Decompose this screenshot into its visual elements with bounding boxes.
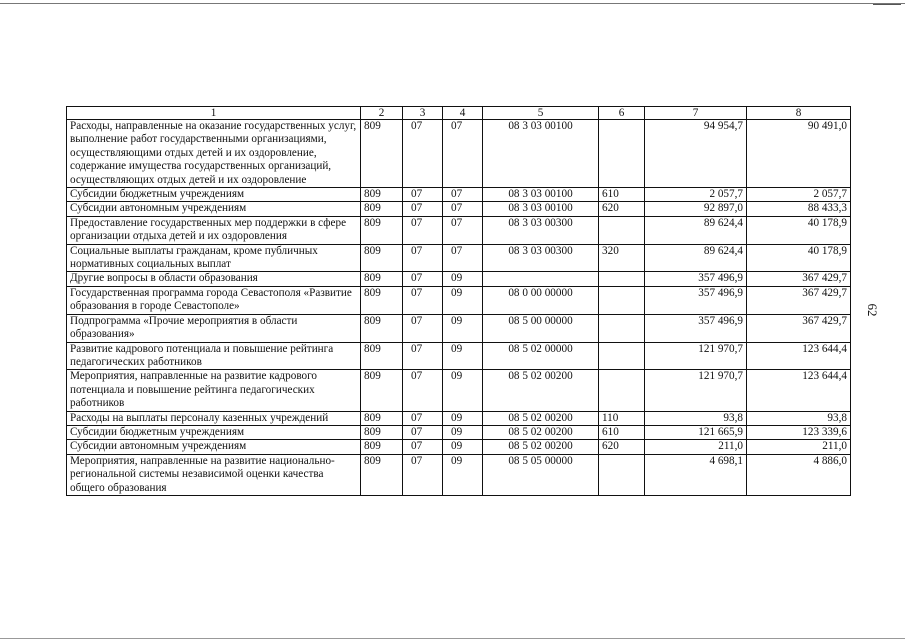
row-grbs-cell: 809 — [361, 370, 403, 411]
table-row — [67, 454, 851, 495]
row-subsection-cell: 07 — [443, 188, 483, 202]
row-expense-type-cell — [599, 120, 645, 188]
row-subsection-cell: 09 — [443, 314, 483, 342]
row-grbs-cell: 809 — [361, 454, 403, 495]
row-amount-1-cell: 2 057,7 — [645, 188, 747, 202]
table-row — [67, 216, 851, 244]
row-expense-type-cell — [599, 216, 645, 244]
row-amount-1-cell: 357 496,9 — [645, 314, 747, 342]
row-subsection-cell: 09 — [443, 286, 483, 314]
column-header: 3 — [403, 107, 443, 120]
row-target-article-cell: 08 5 02 00200 — [483, 425, 599, 439]
row-target-article-cell: 08 3 03 00300 — [483, 216, 599, 244]
row-expense-type-cell: 320 — [599, 244, 645, 272]
row-amount-1-cell: 121 970,7 — [645, 342, 747, 370]
row-subsection-cell: 09 — [443, 272, 483, 286]
row-name-cell: Субсидии автономным учреждениям — [67, 440, 361, 454]
row-subsection-cell: 09 — [443, 342, 483, 370]
column-header: 4 — [443, 107, 483, 120]
row-name-cell: Государственная программа города Севастополя «Развитие образования в городе Севастополе» — [67, 286, 361, 314]
row-amount-2-cell: 367 429,7 — [747, 286, 851, 314]
row-section-cell: 07 — [403, 314, 443, 342]
row-amount-2-cell: 2 057,7 — [747, 188, 851, 202]
row-amount-2-cell: 367 429,7 — [747, 314, 851, 342]
row-grbs-cell: 809 — [361, 202, 403, 216]
row-amount-1-cell: 89 624,4 — [645, 244, 747, 272]
column-header: 1 — [67, 107, 361, 120]
row-section-cell: 07 — [403, 272, 443, 286]
row-name-cell: Социальные выплаты гражданам, кроме публичных нормативных социальных выплат — [67, 244, 361, 272]
row-name-cell: Подпрограмма «Прочие мероприятия в области образования» — [67, 314, 361, 342]
row-grbs-cell: 809 — [361, 425, 403, 439]
row-grbs-cell: 809 — [361, 314, 403, 342]
row-target-article-cell: 08 3 03 00100 — [483, 202, 599, 216]
row-name-cell: Субсидии бюджетным учреждениям — [67, 425, 361, 439]
row-subsection-cell: 07 — [443, 120, 483, 188]
row-amount-2-cell: 211,0 — [747, 440, 851, 454]
column-header: 7 — [645, 107, 747, 120]
row-amount-2-cell: 123 644,4 — [747, 342, 851, 370]
row-section-cell: 07 — [403, 425, 443, 439]
row-target-article-cell: 08 5 02 00200 — [483, 440, 599, 454]
row-subsection-cell: 07 — [443, 216, 483, 244]
row-target-article-cell: 08 3 03 00300 — [483, 244, 599, 272]
row-amount-1-cell: 357 496,9 — [645, 286, 747, 314]
row-amount-2-cell: 123 339,6 — [747, 425, 851, 439]
row-section-cell: 07 — [403, 342, 443, 370]
row-grbs-cell: 809 — [361, 286, 403, 314]
row-amount-2-cell: 123 644,4 — [747, 370, 851, 411]
row-expense-type-cell: 110 — [599, 411, 645, 425]
row-target-article-cell: 08 5 02 00200 — [483, 370, 599, 411]
row-section-cell: 07 — [403, 244, 443, 272]
row-section-cell: 07 — [403, 454, 443, 495]
row-subsection-cell: 09 — [443, 411, 483, 425]
row-expense-type-cell: 610 — [599, 425, 645, 439]
row-expense-type-cell — [599, 454, 645, 495]
row-subsection-cell: 09 — [443, 425, 483, 439]
row-name-cell: Предоставление государственных мер поддержки в сфере организации отдыха детей и их оздоровления — [67, 216, 361, 244]
row-target-article-cell: 08 5 05 00000 — [483, 454, 599, 495]
row-name-cell: Развитие кадрового потенциала и повышение рейтинга педагогических работников — [67, 342, 361, 370]
row-amount-2-cell: 40 178,9 — [747, 216, 851, 244]
table-row — [67, 440, 851, 454]
row-name-cell: Расходы на выплаты персоналу казенных учреждений — [67, 411, 361, 425]
row-name-cell: Другие вопросы в области образования — [67, 272, 361, 286]
row-expense-type-cell — [599, 342, 645, 370]
row-amount-1-cell: 94 954,7 — [645, 120, 747, 188]
row-expense-type-cell: 620 — [599, 202, 645, 216]
table-row — [67, 342, 851, 370]
table-row — [67, 425, 851, 439]
scan-top-edge — [0, 3, 905, 4]
row-amount-2-cell: 367 429,7 — [747, 272, 851, 286]
table-header-row — [67, 107, 851, 120]
table-row — [67, 188, 851, 202]
row-grbs-cell: 809 — [361, 342, 403, 370]
table-row — [67, 370, 851, 411]
row-section-cell: 07 — [403, 188, 443, 202]
row-name-cell: Расходы, направленные на оказание государственных услуг, выполнение работ государственными организациями, осуществляющими отдых детей и их оздоровление, содержание имущества государственных организаций, осуществляющих отдых детей и их оздоровление — [67, 120, 361, 188]
column-header: 8 — [747, 107, 851, 120]
row-name-cell: Субсидии бюджетным учреждениям — [67, 188, 361, 202]
table-row — [67, 314, 851, 342]
row-amount-1-cell: 89 624,4 — [645, 216, 747, 244]
scan-top-right-mark — [873, 4, 901, 5]
row-target-article-cell: 08 5 02 00000 — [483, 342, 599, 370]
row-subsection-cell: 09 — [443, 370, 483, 411]
row-subsection-cell: 07 — [443, 202, 483, 216]
row-target-article-cell: 08 0 00 00000 — [483, 286, 599, 314]
row-amount-1-cell: 93,8 — [645, 411, 747, 425]
row-amount-2-cell: 93,8 — [747, 411, 851, 425]
row-amount-1-cell: 121 665,9 — [645, 425, 747, 439]
row-grbs-cell: 809 — [361, 188, 403, 202]
row-expense-type-cell — [599, 370, 645, 411]
row-expense-type-cell: 610 — [599, 188, 645, 202]
row-subsection-cell: 09 — [443, 440, 483, 454]
row-subsection-cell: 09 — [443, 454, 483, 495]
row-section-cell: 07 — [403, 440, 443, 454]
column-header: 2 — [361, 107, 403, 120]
scan-bottom-edge — [0, 638, 905, 639]
row-amount-1-cell: 211,0 — [645, 440, 747, 454]
row-amount-2-cell: 88 433,3 — [747, 202, 851, 216]
row-expense-type-cell — [599, 314, 645, 342]
column-header: 5 — [483, 107, 599, 120]
row-section-cell: 07 — [403, 286, 443, 314]
table-row — [67, 120, 851, 188]
row-amount-2-cell: 90 491,0 — [747, 120, 851, 188]
table-row — [67, 244, 851, 272]
row-subsection-cell: 07 — [443, 244, 483, 272]
row-target-article-cell — [483, 272, 599, 286]
row-grbs-cell: 809 — [361, 216, 403, 244]
row-target-article-cell: 08 3 03 00100 — [483, 120, 599, 188]
row-amount-1-cell: 357 496,9 — [645, 272, 747, 286]
column-header: 6 — [599, 107, 645, 120]
row-section-cell: 07 — [403, 370, 443, 411]
row-expense-type-cell — [599, 272, 645, 286]
row-target-article-cell: 08 3 03 00100 — [483, 188, 599, 202]
row-target-article-cell: 08 5 02 00200 — [483, 411, 599, 425]
row-section-cell: 07 — [403, 120, 443, 188]
table-row — [67, 411, 851, 425]
row-grbs-cell: 809 — [361, 272, 403, 286]
row-amount-2-cell: 4 886,0 — [747, 454, 851, 495]
row-expense-type-cell — [599, 286, 645, 314]
row-grbs-cell: 809 — [361, 120, 403, 188]
row-amount-1-cell: 4 698,1 — [645, 454, 747, 495]
page-number: 62 — [865, 303, 880, 317]
row-section-cell: 07 — [403, 202, 443, 216]
row-amount-2-cell: 40 178,9 — [747, 244, 851, 272]
table-row — [67, 202, 851, 216]
table-row — [67, 272, 851, 286]
row-expense-type-cell: 620 — [599, 440, 645, 454]
row-target-article-cell: 08 5 00 00000 — [483, 314, 599, 342]
table-row — [67, 286, 851, 314]
budget-table — [66, 106, 851, 496]
row-amount-1-cell: 121 970,7 — [645, 370, 747, 411]
row-name-cell: Субсидии автономным учреждениям — [67, 202, 361, 216]
row-name-cell: Мероприятия, направленные на развитие национально-региональной системы независимой оценки качества общего образования — [67, 454, 361, 495]
row-section-cell: 07 — [403, 411, 443, 425]
row-section-cell: 07 — [403, 216, 443, 244]
row-name-cell: Мероприятия, направленные на развитие кадрового потенциала и повышение рейтинга педагогических работников — [67, 370, 361, 411]
row-grbs-cell: 809 — [361, 440, 403, 454]
row-grbs-cell: 809 — [361, 244, 403, 272]
table-body — [67, 107, 851, 496]
row-grbs-cell: 809 — [361, 411, 403, 425]
row-amount-1-cell: 92 897,0 — [645, 202, 747, 216]
